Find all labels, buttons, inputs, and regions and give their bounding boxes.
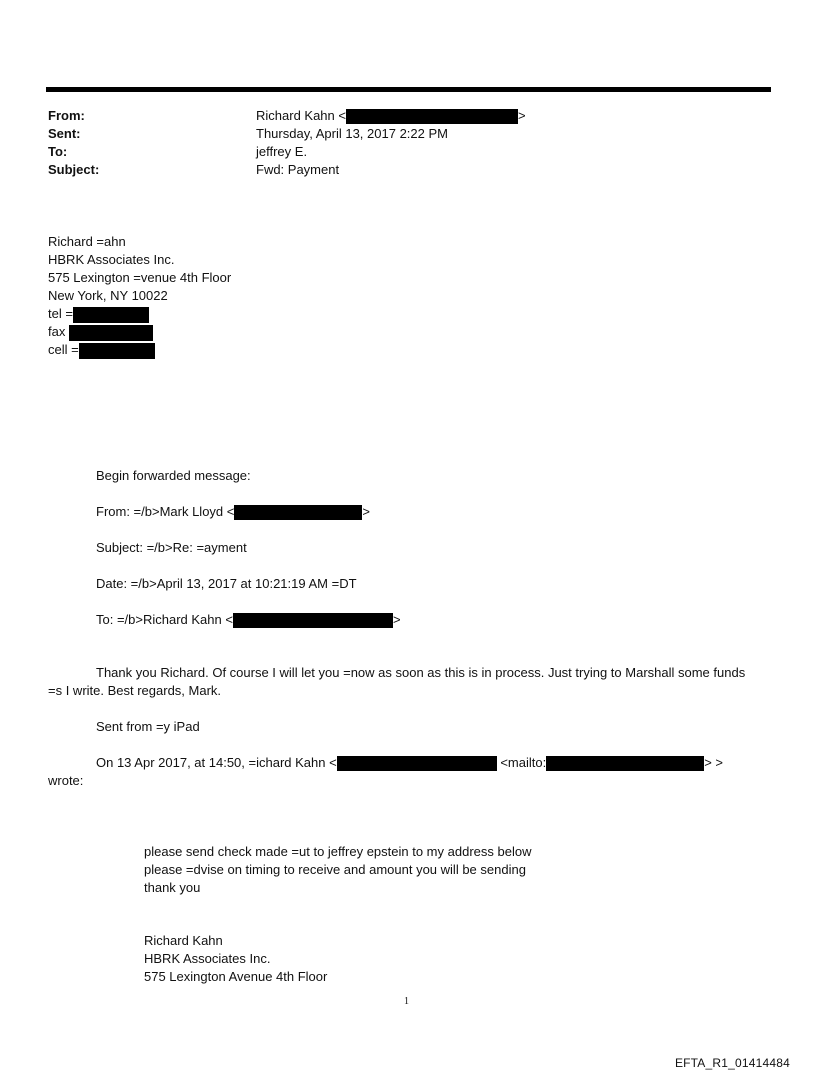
to-value: jeffrey E. <box>256 144 308 159</box>
request-line-1: please send check made =ut to jeffrey epstein to my address below <box>144 844 532 859</box>
signature-name: Richard =ahn <box>48 234 126 249</box>
quote-mailto: <mailto: <box>500 755 547 770</box>
signature-company: HBRK Associates Inc. <box>48 252 175 267</box>
forwarded-from <box>96 503 370 521</box>
forwarded-subject: Subject: =/b>Re: =ayment <box>96 540 247 555</box>
redaction-bar <box>337 756 497 771</box>
header-rule <box>46 87 771 92</box>
sent-from-device: Sent from =y iPad <box>96 719 200 734</box>
redaction-bar <box>73 307 149 323</box>
redaction-bar <box>79 343 155 359</box>
signature-cell <box>48 341 155 359</box>
page-number: 1 <box>404 996 409 1007</box>
forwarded-to-text: To: =/b>Richard Kahn < <box>96 612 233 627</box>
quote-header-text: On 13 Apr 2017, at 14:50, =ichard Kahn < <box>96 755 337 770</box>
quote-header <box>96 754 723 772</box>
sent-label: Sent: <box>48 126 81 141</box>
from-name: Richard Kahn < <box>256 108 346 123</box>
signature2-address: 575 Lexington Avenue 4th Floor <box>144 969 328 984</box>
request-line-3: thank you <box>144 880 201 895</box>
redaction-bar <box>346 109 518 124</box>
subject-value: Fwd: Payment <box>256 162 340 177</box>
forwarded-from-text: From: =/b>Mark Lloyd < <box>96 504 235 519</box>
redaction-bar <box>69 325 153 341</box>
redaction-bar <box>234 505 362 520</box>
request-line-2: please =dvise on timing to receive and amount you will be sending <box>144 862 526 877</box>
from-bracket: > <box>517 108 526 123</box>
signature2-name: Richard Kahn <box>144 933 223 948</box>
reply-line-1: Thank you Richard. Of course I will let you =now as soon as this is in process. Just trying to Marshall some funds <box>96 665 746 680</box>
document-id: EFTA_R1_01414484 <box>674 1056 790 1070</box>
forwarded-to <box>96 611 401 629</box>
redaction-bar <box>546 756 704 771</box>
from-label: From: <box>48 108 85 123</box>
forwarded-intro: Begin forwarded message: <box>96 468 251 483</box>
forwarded-date: Date: =/b>April 13, 2017 at 10:21:19 AM =DT <box>96 576 357 591</box>
cell-label: cell = <box>48 342 79 357</box>
signature-fax <box>48 323 153 341</box>
tel-label: tel = <box>48 306 73 321</box>
signature-tel <box>48 305 149 323</box>
fax-label: fax <box>48 324 66 339</box>
signature-city: New York, NY 10022 <box>48 288 168 303</box>
from-value <box>256 107 526 125</box>
signature-address: 575 Lexington =venue 4th Floor <box>48 270 232 285</box>
subject-label: Subject: <box>48 162 100 177</box>
redaction-bar <box>233 613 393 628</box>
reply-line-2: =s I write. Best regards, Mark. <box>48 683 222 698</box>
to-label: To: <box>48 144 68 159</box>
forwarded-from-bracket: > <box>362 504 370 519</box>
forwarded-to-bracket: > <box>392 612 401 627</box>
signature2-company: HBRK Associates Inc. <box>144 951 271 966</box>
quote-bracket: > > <box>704 755 723 770</box>
sent-value: Thursday, April 13, 2017 2:22 PM <box>256 126 448 141</box>
quote-wrote: wrote: <box>48 773 84 788</box>
